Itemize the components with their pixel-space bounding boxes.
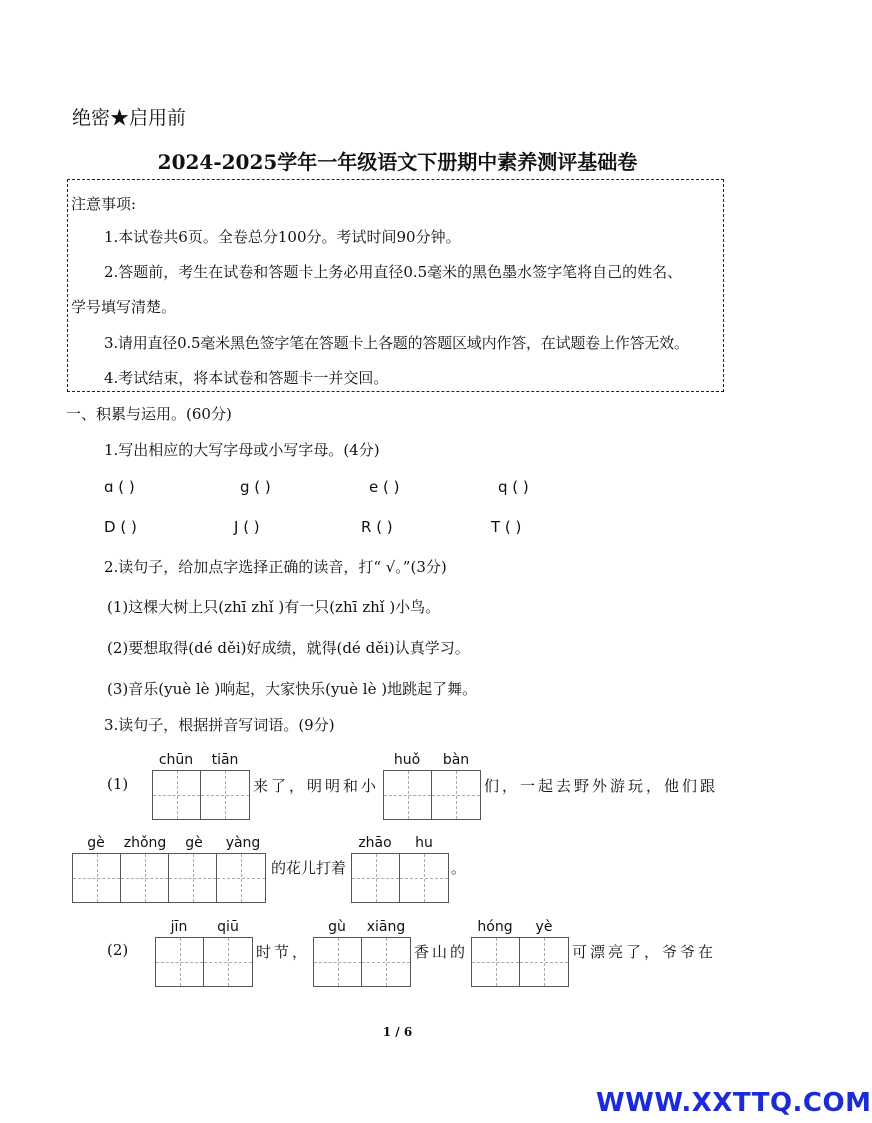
grid-cell[interactable]	[432, 771, 480, 819]
pinyin-label: zhāo	[358, 835, 392, 851]
writing-grid-hongye[interactable]	[471, 937, 569, 987]
pinyin-label: hóng	[477, 919, 513, 935]
pinyin-label: qiū	[217, 919, 239, 935]
grid-cell[interactable]	[73, 854, 121, 902]
pinyin-label: gè	[87, 835, 105, 851]
notice-item-2-line1: 2.答题前，考生在试卷和答题卡上务必用直径0.5毫米的黑色墨水签字笔将自己的姓名、	[104, 263, 683, 281]
q1-item-a: ɑ ( )	[104, 478, 135, 496]
writing-grid-guxiang[interactable]	[313, 937, 411, 987]
grid-cell[interactable]	[352, 854, 400, 902]
pinyin-label: gè	[185, 835, 203, 851]
notice-item-2-line2: 学号填写清楚。	[71, 298, 177, 316]
grid-cell[interactable]	[400, 854, 448, 902]
grid-cell[interactable]	[169, 854, 217, 902]
q1-item-R: R ( )	[361, 518, 393, 536]
q1-item-T: T ( )	[491, 518, 522, 536]
page-title: 2024-2025学年一年级语文下册期中素养测评基础卷	[157, 150, 638, 174]
grid-cell[interactable]	[156, 938, 204, 986]
q1-item-J: J ( )	[234, 518, 260, 536]
grid-cell[interactable]	[217, 854, 265, 902]
writing-grid-chuntian[interactable]	[152, 770, 250, 820]
q3-p1-text-a: 来了，明明和小	[253, 777, 380, 795]
notice-heading: 注意事项:	[71, 195, 137, 213]
grid-cell[interactable]	[201, 771, 249, 819]
q3-prompt: 3.读句子，根据拼音写词语。(9分)	[104, 716, 335, 734]
q2-sentence-1: (1)这棵大树上只(zhī zhǐ )有一只(zhī zhǐ )小鸟。	[107, 598, 441, 616]
notice-box	[67, 179, 724, 392]
writing-grid-gezhonggeyang[interactable]	[72, 853, 266, 903]
writing-grid-zhaohu[interactable]	[351, 853, 449, 903]
q1-item-e: e ( )	[369, 478, 400, 496]
q3-p1-label: (1)	[107, 775, 129, 793]
pinyin-label: jīn	[170, 919, 188, 935]
pinyin-label: xiāng	[366, 919, 406, 935]
pinyin-label: gù	[328, 919, 346, 935]
q1-item-q: q ( )	[498, 478, 529, 496]
pinyin-label: zhǒng	[123, 835, 167, 851]
grid-cell[interactable]	[362, 938, 410, 986]
q3-p1-text-b: 们，一起去野外游玩，他们跟	[484, 777, 719, 795]
pinyin-label: bàn	[442, 752, 470, 768]
q1-item-D: D ( )	[104, 518, 137, 536]
grid-cell[interactable]	[520, 938, 568, 986]
pinyin-label: tiān	[211, 752, 239, 768]
writing-grid-huoban[interactable]	[383, 770, 481, 820]
notice-item-4: 4.考试结束，将本试卷和答题卡一并交回。	[104, 369, 389, 387]
q3-p2-text-b: 香山的	[414, 943, 469, 961]
pinyin-label: yè	[535, 919, 553, 935]
q2-prompt: 2.读句子，给加点字选择正确的读音，打“ √。”(3分)	[104, 558, 447, 576]
q3-p1-text-d: 。	[451, 859, 467, 877]
q1-prompt: 1.写出相应的大写字母或小写字母。(4分)	[104, 441, 380, 459]
site-watermark: WWW.XXTTQ.COM	[596, 1088, 872, 1118]
grid-cell[interactable]	[204, 938, 252, 986]
pinyin-label: chūn	[158, 752, 194, 768]
grid-cell[interactable]	[384, 771, 432, 819]
pinyin-label: huǒ	[393, 752, 421, 768]
writing-grid-jinqiu[interactable]	[155, 937, 253, 987]
section-1-heading: 一、积累与运用。(60分)	[66, 405, 232, 423]
confidential-label: 绝密★启用前	[72, 107, 187, 129]
q2-sentence-3: (3)音乐(yuè lè )响起，大家快乐(yuè lè )地跳起了舞。	[107, 680, 478, 698]
page-number: 1 / 6	[382, 1025, 413, 1039]
q1-item-g: g ( )	[240, 478, 271, 496]
grid-cell[interactable]	[121, 854, 169, 902]
pinyin-label: yàng	[225, 835, 261, 851]
notice-item-1: 1.本试卷共6页。全卷总分100分。考试时间90分钟。	[104, 228, 461, 246]
q3-p2-label: (2)	[107, 941, 129, 959]
pinyin-label: hu	[415, 835, 433, 851]
q2-sentence-2: (2)要想取得(dé děi)好成绩，就得(dé děi)认真学习。	[107, 639, 470, 657]
notice-item-3: 3.请用直径0.5毫米黑色签字笔在答题卡上各题的答题区域内作答，在试题卷上作答无效。	[104, 334, 689, 352]
q3-p2-text-a: 时节，	[256, 943, 311, 961]
grid-cell[interactable]	[314, 938, 362, 986]
grid-cell[interactable]	[472, 938, 520, 986]
q3-p1-text-c: 的花儿打着	[271, 859, 347, 877]
q3-p2-text-c: 可漂亮了，爷爷在	[572, 943, 717, 961]
grid-cell[interactable]	[153, 771, 201, 819]
